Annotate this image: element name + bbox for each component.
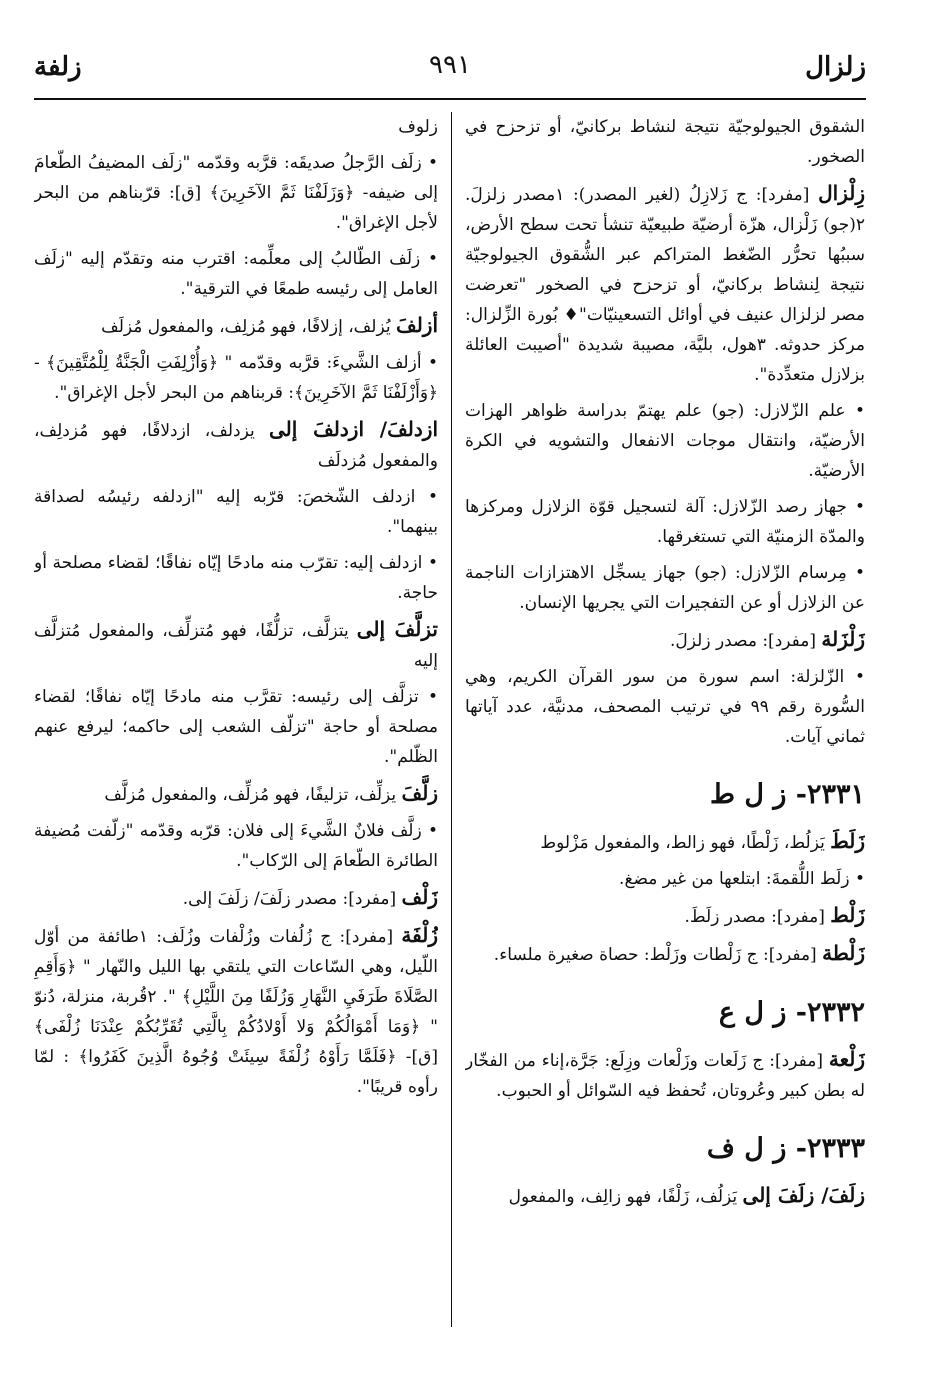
entry-paragraph <box>465 558 865 618</box>
entry-text: يزلِّف، تزليفًا، فهو مُزلِّف، والمفعول مُزلَّف <box>104 785 397 805</box>
entry-paragraph <box>465 662 865 752</box>
root-heading: ٢٣٣٣- ز ل ف <box>706 1133 865 1164</box>
headword: زلَّفَ <box>401 781 438 805</box>
headword: ازدلفَ/ ازدلفَ إلى <box>268 417 438 441</box>
entry-paragraph <box>34 682 438 772</box>
entry-text: يَزلُف، زَلْفًا، فهو زالِف، والمفعول <box>508 1187 738 1207</box>
entry-text: [مفرد]: ج زَلَعات وزَلْعات وزِلَع: جَرَّة،إناء من الفخّار له بطن كبير وعُروتان، تُحفظ فيه السّوائل أو الحبوب. <box>465 1051 865 1101</box>
headword: زَلْطة <box>822 941 865 965</box>
dictionary-entry <box>465 1044 865 1106</box>
entry-paragraph <box>465 396 865 486</box>
header-last-word: زلفة <box>34 52 82 82</box>
entry-paragraph <box>34 482 438 542</box>
entry-text: • زلَف الطّالبُ إلى معلِّمه: اقترب منه وتقدّم إليه "زلَف العامل إلى رئيسه طمعًا في الترقية". <box>34 249 438 299</box>
entry-text: • جهاز رصد الزّلازل: آلة لتسجيل قوّة الزلازل ومركزها والمدّة الزمنيّة التي تستغرقها. <box>465 497 865 547</box>
entry-text: يُزلف، إزلافًا، فهو مُزلِف، والمفعول مُزلَف <box>101 317 391 337</box>
entry-text: • ازدلف إليه: تقرّب منه مادحًا إيّاه نفاقًا؛ لقضاء مصلحة أو حاجة. <box>34 553 438 603</box>
headword: زلَفَ/ زلَفَ إلى <box>742 1183 865 1207</box>
headword: أزلفَ <box>395 313 438 337</box>
entry-paragraph <box>465 864 865 894</box>
left-column <box>34 112 438 1342</box>
entry-text: • أزلف الشَّيءَ: قرَّبه وقدّمه " ﴿وَأُزْلِفَتِ الْجَنَّةُ لِلْمُتَّقِينَ﴾ - ﴿وَأَزْلَفْنَا ثَمَّ الآخَرِينَ﴾: قربناهم من البحر لأجل الإغراق". <box>34 353 438 403</box>
root-heading: ٢٣٣٢- ز ل ع <box>718 997 865 1028</box>
headword: زَلْعة <box>828 1047 865 1071</box>
entry-text: يزدلف، ازدلافًا، فهو مُزدلِف، والمفعول مُزدلَف <box>34 421 438 471</box>
page-header <box>34 40 866 100</box>
headword: زُلْفَة <box>401 923 438 947</box>
root-heading: ٢٣٣١- ز ل ط <box>709 779 865 810</box>
dictionary-entry <box>465 938 865 970</box>
entry-text: • علم الزّلازل: (جو) علم يهتمّ بدراسة ظواهر الهزات الأرضيّة، وانتقال موجات الانفعال والتشويه في الكرة الأرضيّة. <box>465 401 865 481</box>
entry-text: [مفرد]: ج زَلازِلُ (لغير المصدر): ١مصدر زلزلَ. ٢(جو) زَلْزال، هزّة أرضيّة طبيعيّة تنشأ تحت سطح الأرض، سببُها تحرُّر الضّغط المتراكم عبر الشُّقوق الجيولوجيّة نتيجة لِنشاط بركانيّ، أو تزحزح في الصخور "تعرضت مصر لزلزال عنيف في أوائل التسعينيّات"♦ بُورة الزِّلزال: مركز حدوثه. ٣هول، بليَّة، مصيبة شديدة "أصيبت العائلة بزلازل متعدِّدة". <box>465 185 865 385</box>
entry-text: [مفرد]: مصدر زلزلَ. <box>670 631 816 651</box>
entry-paragraph <box>34 148 438 238</box>
headword: زَلْف <box>401 885 438 909</box>
entry-text: [مفرد]: ج زُلُفات وزُلْفات وزُلَف: ١طائفة من أوّل اللّيل، وهي السّاعات التي يلتقي بها الليل والنّهار " ﴿وَأَقِمِ الصَّلَاةَ طَرَفَيِ النَّهَارِ وَزُلَفًا مِنَ اللَّيْلِ﴾ ". ٢قُربة، منزلة، دُنوّ " ﴿وَمَا أَمْوَالُكُمْ وَلا أَوْلادُكُمْ بِالَّتِي تُقَرِّبُكُمْ عِنْدَنَا زُلْفَى﴾ [ق]- ﴿فَلَمَّا رَأَوْهُ زُلْفَةً سِيئَتْ وُجُوهُ الَّذِينَ كَفَرُوا﴾ : لمّا رأوه قريبًا". <box>34 927 438 1097</box>
entry-text: • تزلَّف إلى رئيسه: تقرَّب منه مادحًا إيّاه نفاقًا؛ لقضاء مصلحة أو حاجة "تزلّف الشعب إلى حاكمه؛ ليرفع عنهم الظّلم". <box>34 687 438 767</box>
headword: زِلْزال <box>818 181 865 205</box>
headword: زَلْط <box>830 903 865 927</box>
entry-text: يَزلُط، زَلْطًا، فهو زالط، والمفعول مَزْلوط <box>540 833 825 853</box>
header-first-word: زلزال <box>805 52 866 82</box>
column-divider <box>451 112 452 1327</box>
entry-text: • زلَف الرَّجلُ صديقَه: قرَّبه وقدّمه "زلَف المضيفُ الطّعامَ إلى ضيفه- ﴿وَزَلَفْنَا ثَمَّ الآخَرِينَ﴾ [ق]: قرّبناهم من البحر لأجل الإغراق". <box>34 153 438 233</box>
entry-paragraph <box>465 492 865 552</box>
entry-paragraph <box>34 816 438 876</box>
right-column <box>465 112 865 1342</box>
dictionary-entry <box>34 614 438 676</box>
dictionary-entry <box>34 882 438 914</box>
dictionary-entry <box>465 1180 865 1212</box>
entry-text: • زلَط اللُّقمةَ: ابتلعها من غير مضغ. <box>619 869 865 889</box>
entry-paragraph <box>465 112 865 172</box>
entry-paragraph <box>34 348 438 408</box>
dictionary-entry <box>465 826 865 858</box>
entry-text: • مِرسام الزّلازل: (جو) جهاز يسجِّل الاهتزازات الناجمة عن الزلازل أو عن التفجيرات التي يجريها الإنسان. <box>465 563 865 613</box>
dictionary-entry <box>465 900 865 932</box>
entry-text: • الزّلزلة: اسم سورة من سور القرآن الكريم، وهي السُّورة رقم ٩٩ في ترتيب المصحف، مدنيَّة، عدد آياتها ثماني آيات. <box>465 667 865 747</box>
entry-paragraph <box>34 548 438 608</box>
entry-text: • زلَّف فلانٌ الشَّيءَ إلى فلان: قرّبه وقدّمه "زلّفت مُضيفة الطائرة الطّعامَ إلى الرّكاب". <box>34 821 438 871</box>
dictionary-entry <box>465 178 865 390</box>
entry-text: [مفرد]: مصدر زلَطَ. <box>684 907 825 927</box>
header-rule <box>34 98 866 100</box>
dictionary-entry <box>34 414 438 476</box>
page-number: ٩٩١ <box>429 50 471 80</box>
entry-text: الشقوق الجيولوجيّة نتيجة لنشاط بركانيّ، أو تزحزح في الصخور. <box>465 117 865 167</box>
headword: تزلَّفَ إلى <box>356 617 438 641</box>
entry-text: [مفرد]: مصدر زلَفَ/ زلَفَ إلى. <box>182 889 397 909</box>
headword: زَلَطَ <box>830 829 865 853</box>
entry-paragraph <box>34 112 438 142</box>
entry-text: زلوف <box>398 117 438 137</box>
dictionary-entry <box>465 624 865 656</box>
dictionary-entry <box>34 310 438 342</box>
entry-text: • ازدلف الشّخصَ: قرّبه إليه "ازدلفه رئيسُه لصداقة بينهما". <box>34 487 438 537</box>
dictionary-entry <box>34 920 438 1102</box>
entry-text: [مفرد]: ج زَلْطات وزَلْط: حصاة صغيرة ملساء. <box>493 945 817 965</box>
headword: زَلْزَلة <box>821 627 865 651</box>
dictionary-entry <box>34 778 438 810</box>
entry-paragraph <box>34 244 438 304</box>
entry-text: يتزلَّف، تزلُّفًا، فهو مُتزلِّف، والمفعول مُتزلَّف إليه <box>34 621 438 671</box>
